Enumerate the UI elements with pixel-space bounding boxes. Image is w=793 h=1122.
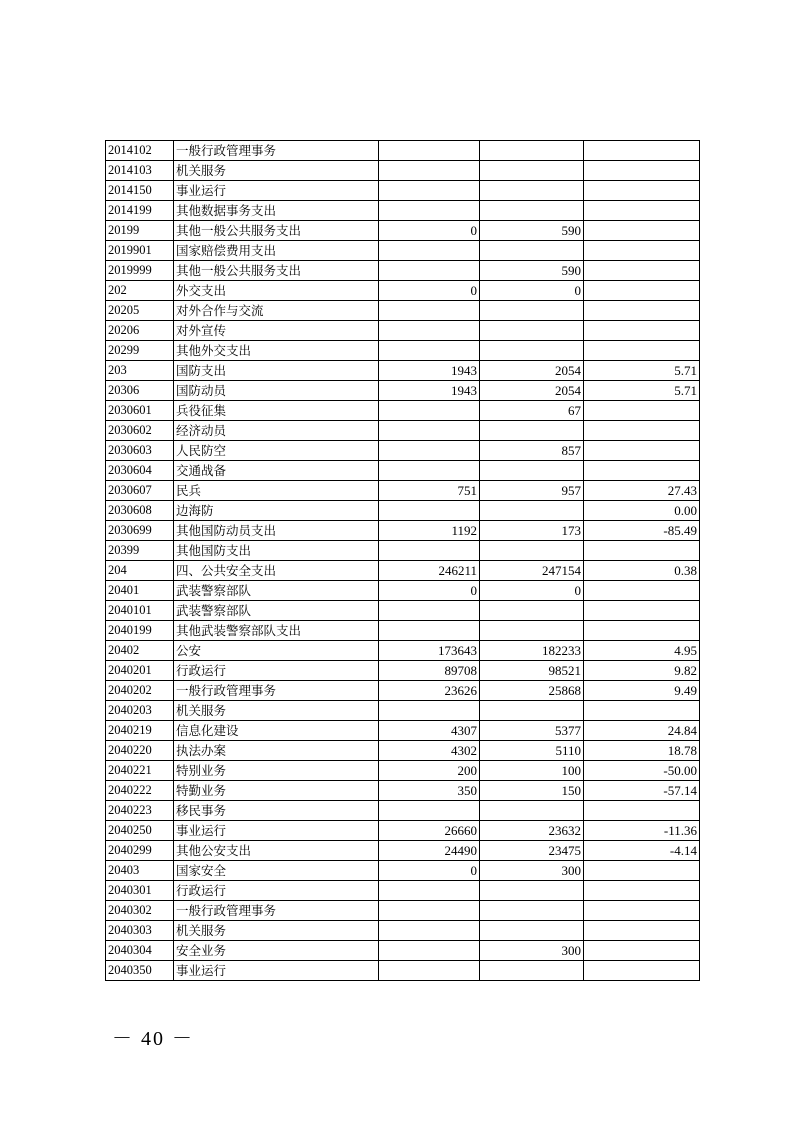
table-row bbox=[106, 161, 700, 181]
table-row bbox=[106, 281, 700, 301]
row-value-cell-1 bbox=[379, 301, 480, 321]
row-name-cell: 移民事务 bbox=[174, 801, 379, 821]
row-value-cell-3 bbox=[584, 201, 700, 221]
row-value-cell-2 bbox=[480, 161, 584, 181]
table-row bbox=[106, 801, 700, 821]
row-value-cell-1: 4302 bbox=[379, 741, 480, 761]
row-value-cell-1 bbox=[379, 601, 480, 621]
row-code-cell: 2040302 bbox=[106, 901, 174, 921]
row-code-cell: 2040301 bbox=[106, 881, 174, 901]
table-row bbox=[106, 421, 700, 441]
row-name-cell: 经济动员 bbox=[174, 421, 379, 441]
table-row bbox=[106, 601, 700, 621]
row-code-cell: 20205 bbox=[106, 301, 174, 321]
row-name-cell: 其他外交支出 bbox=[174, 341, 379, 361]
table-row bbox=[106, 341, 700, 361]
row-value-cell-2 bbox=[480, 921, 584, 941]
row-name-cell: 一般行政管理事务 bbox=[174, 141, 379, 161]
row-value-cell-2 bbox=[480, 461, 584, 481]
row-name-cell: 事业运行 bbox=[174, 961, 379, 981]
row-value-cell-3 bbox=[584, 541, 700, 561]
row-code-cell: 2019999 bbox=[106, 261, 174, 281]
row-value-cell-3 bbox=[584, 301, 700, 321]
table-row bbox=[106, 921, 700, 941]
row-name-cell: 事业运行 bbox=[174, 181, 379, 201]
row-value-cell-3: 18.78 bbox=[584, 741, 700, 761]
row-value-cell-3 bbox=[584, 701, 700, 721]
row-code-cell: 20199 bbox=[106, 221, 174, 241]
row-value-cell-1 bbox=[379, 941, 480, 961]
row-name-cell: 其他一般公共服务支出 bbox=[174, 221, 379, 241]
row-name-cell: 机关服务 bbox=[174, 701, 379, 721]
table-row bbox=[106, 841, 700, 861]
row-value-cell-2: 5377 bbox=[480, 721, 584, 741]
table-row bbox=[106, 301, 700, 321]
row-value-cell-3: 0.38 bbox=[584, 561, 700, 581]
row-name-cell: 兵役征集 bbox=[174, 401, 379, 421]
row-value-cell-3 bbox=[584, 441, 700, 461]
table-row bbox=[106, 901, 700, 921]
row-value-cell-2: 98521 bbox=[480, 661, 584, 681]
row-code-cell: 2040223 bbox=[106, 801, 174, 821]
row-value-cell-1 bbox=[379, 441, 480, 461]
row-value-cell-1 bbox=[379, 801, 480, 821]
row-name-cell: 其他国防动员支出 bbox=[174, 521, 379, 541]
row-value-cell-2 bbox=[480, 901, 584, 921]
row-value-cell-3 bbox=[584, 341, 700, 361]
table-row bbox=[106, 461, 700, 481]
row-value-cell-1: 26660 bbox=[379, 821, 480, 841]
row-value-cell-3 bbox=[584, 461, 700, 481]
row-value-cell-3: -11.36 bbox=[584, 821, 700, 841]
row-value-cell-2: 300 bbox=[480, 861, 584, 881]
row-name-cell: 外交支出 bbox=[174, 281, 379, 301]
row-value-cell-3 bbox=[584, 881, 700, 901]
row-value-cell-1: 23626 bbox=[379, 681, 480, 701]
row-value-cell-3 bbox=[584, 901, 700, 921]
row-value-cell-2 bbox=[480, 321, 584, 341]
row-code-cell: 2040219 bbox=[106, 721, 174, 741]
row-value-cell-1 bbox=[379, 261, 480, 281]
table-row bbox=[106, 241, 700, 261]
row-value-cell-2 bbox=[480, 181, 584, 201]
table-row bbox=[106, 941, 700, 961]
row-value-cell-1: 1192 bbox=[379, 521, 480, 541]
row-name-cell: 武装警察部队 bbox=[174, 581, 379, 601]
row-value-cell-2: 182233 bbox=[480, 641, 584, 661]
row-value-cell-1 bbox=[379, 421, 480, 441]
row-value-cell-2: 0 bbox=[480, 581, 584, 601]
row-value-cell-1: 0 bbox=[379, 861, 480, 881]
row-code-cell: 2040222 bbox=[106, 781, 174, 801]
row-code-cell: 20306 bbox=[106, 381, 174, 401]
row-value-cell-3 bbox=[584, 801, 700, 821]
row-code-cell: 2040220 bbox=[106, 741, 174, 761]
row-value-cell-2 bbox=[480, 621, 584, 641]
row-value-cell-2: 957 bbox=[480, 481, 584, 501]
row-value-cell-1: 751 bbox=[379, 481, 480, 501]
table-row bbox=[106, 201, 700, 221]
row-value-cell-1 bbox=[379, 401, 480, 421]
row-value-cell-1 bbox=[379, 541, 480, 561]
row-code-cell: 2014103 bbox=[106, 161, 174, 181]
row-value-cell-2 bbox=[480, 701, 584, 721]
row-code-cell: 2040202 bbox=[106, 681, 174, 701]
table-row bbox=[106, 821, 700, 841]
table-row bbox=[106, 361, 700, 381]
row-value-cell-1 bbox=[379, 501, 480, 521]
budget-table bbox=[105, 140, 700, 981]
row-code-cell: 2040101 bbox=[106, 601, 174, 621]
table-row bbox=[106, 181, 700, 201]
row-code-cell: 2030607 bbox=[106, 481, 174, 501]
table-row bbox=[106, 581, 700, 601]
table-row bbox=[106, 621, 700, 641]
row-code-cell: 2030602 bbox=[106, 421, 174, 441]
row-name-cell: 其他公安支出 bbox=[174, 841, 379, 861]
row-code-cell: 2030603 bbox=[106, 441, 174, 461]
row-value-cell-2: 67 bbox=[480, 401, 584, 421]
row-name-cell: 对外宣传 bbox=[174, 321, 379, 341]
row-name-cell: 四、公共安全支出 bbox=[174, 561, 379, 581]
row-value-cell-2: 150 bbox=[480, 781, 584, 801]
row-value-cell-2 bbox=[480, 881, 584, 901]
row-value-cell-3 bbox=[584, 421, 700, 441]
row-name-cell: 安全业务 bbox=[174, 941, 379, 961]
row-value-cell-3: -50.00 bbox=[584, 761, 700, 781]
row-name-cell: 国家赔偿费用支出 bbox=[174, 241, 379, 261]
row-name-cell: 其他数据事务支出 bbox=[174, 201, 379, 221]
row-value-cell-1 bbox=[379, 321, 480, 341]
row-value-cell-2 bbox=[480, 541, 584, 561]
row-code-cell: 20399 bbox=[106, 541, 174, 561]
row-code-cell: 20206 bbox=[106, 321, 174, 341]
row-value-cell-1: 246211 bbox=[379, 561, 480, 581]
page-number: － 40 － bbox=[112, 1028, 194, 1050]
row-name-cell: 一般行政管理事务 bbox=[174, 901, 379, 921]
row-value-cell-2 bbox=[480, 141, 584, 161]
row-value-cell-3 bbox=[584, 281, 700, 301]
row-code-cell: 2030699 bbox=[106, 521, 174, 541]
row-code-cell: 2040350 bbox=[106, 961, 174, 981]
row-value-cell-2: 590 bbox=[480, 221, 584, 241]
row-value-cell-3: 0.00 bbox=[584, 501, 700, 521]
row-code-cell: 2014150 bbox=[106, 181, 174, 201]
row-value-cell-3 bbox=[584, 241, 700, 261]
row-value-cell-2 bbox=[480, 201, 584, 221]
row-value-cell-1: 0 bbox=[379, 221, 480, 241]
row-value-cell-2: 173 bbox=[480, 521, 584, 541]
row-value-cell-1: 200 bbox=[379, 761, 480, 781]
row-value-cell-2 bbox=[480, 241, 584, 261]
row-name-cell: 一般行政管理事务 bbox=[174, 681, 379, 701]
row-value-cell-2: 590 bbox=[480, 261, 584, 281]
row-value-cell-2: 2054 bbox=[480, 361, 584, 381]
row-value-cell-1: 350 bbox=[379, 781, 480, 801]
row-value-cell-3 bbox=[584, 141, 700, 161]
table-row bbox=[106, 441, 700, 461]
row-value-cell-2: 857 bbox=[480, 441, 584, 461]
table-row bbox=[106, 381, 700, 401]
row-name-cell: 国防支出 bbox=[174, 361, 379, 381]
row-name-cell: 事业运行 bbox=[174, 821, 379, 841]
row-code-cell: 202 bbox=[106, 281, 174, 301]
row-value-cell-2: 23475 bbox=[480, 841, 584, 861]
table-row bbox=[106, 661, 700, 681]
row-code-cell: 2030604 bbox=[106, 461, 174, 481]
table-row bbox=[106, 481, 700, 501]
row-value-cell-3 bbox=[584, 581, 700, 601]
row-value-cell-1: 24490 bbox=[379, 841, 480, 861]
row-code-cell: 2040203 bbox=[106, 701, 174, 721]
row-value-cell-3: 24.84 bbox=[584, 721, 700, 741]
row-value-cell-3: 9.82 bbox=[584, 661, 700, 681]
row-value-cell-3: 4.95 bbox=[584, 641, 700, 661]
row-code-cell: 20403 bbox=[106, 861, 174, 881]
row-code-cell: 2040221 bbox=[106, 761, 174, 781]
row-value-cell-3: -4.14 bbox=[584, 841, 700, 861]
row-value-cell-1 bbox=[379, 921, 480, 941]
row-value-cell-1: 4307 bbox=[379, 721, 480, 741]
row-value-cell-2: 23632 bbox=[480, 821, 584, 841]
table-body bbox=[106, 141, 700, 981]
row-value-cell-1: 1943 bbox=[379, 381, 480, 401]
row-value-cell-3 bbox=[584, 261, 700, 281]
row-value-cell-1: 1943 bbox=[379, 361, 480, 381]
row-name-cell: 边海防 bbox=[174, 501, 379, 521]
table-row bbox=[106, 641, 700, 661]
table-row bbox=[106, 501, 700, 521]
row-value-cell-1 bbox=[379, 181, 480, 201]
row-name-cell: 机关服务 bbox=[174, 921, 379, 941]
table-row bbox=[106, 521, 700, 541]
row-name-cell: 其他国防支出 bbox=[174, 541, 379, 561]
row-name-cell: 武装警察部队 bbox=[174, 601, 379, 621]
row-value-cell-3: 5.71 bbox=[584, 381, 700, 401]
row-value-cell-2 bbox=[480, 601, 584, 621]
table-row bbox=[106, 721, 700, 741]
table-row bbox=[106, 761, 700, 781]
row-value-cell-1 bbox=[379, 881, 480, 901]
table-row bbox=[106, 141, 700, 161]
row-code-cell: 2030608 bbox=[106, 501, 174, 521]
row-value-cell-2: 0 bbox=[480, 281, 584, 301]
row-value-cell-1 bbox=[379, 241, 480, 261]
row-name-cell: 交通战备 bbox=[174, 461, 379, 481]
row-value-cell-2: 5110 bbox=[480, 741, 584, 761]
row-code-cell: 20401 bbox=[106, 581, 174, 601]
row-name-cell: 执法办案 bbox=[174, 741, 379, 761]
row-value-cell-1 bbox=[379, 161, 480, 181]
row-value-cell-2 bbox=[480, 961, 584, 981]
row-code-cell: 2019901 bbox=[106, 241, 174, 261]
row-code-cell: 2040201 bbox=[106, 661, 174, 681]
row-value-cell-1: 0 bbox=[379, 581, 480, 601]
row-value-cell-3 bbox=[584, 861, 700, 881]
row-value-cell-1 bbox=[379, 461, 480, 481]
row-value-cell-1 bbox=[379, 621, 480, 641]
table-row bbox=[106, 401, 700, 421]
row-value-cell-3 bbox=[584, 601, 700, 621]
row-name-cell: 国家安全 bbox=[174, 861, 379, 881]
row-value-cell-1 bbox=[379, 341, 480, 361]
row-value-cell-2: 25868 bbox=[480, 681, 584, 701]
row-value-cell-3 bbox=[584, 401, 700, 421]
table-row bbox=[106, 961, 700, 981]
row-code-cell: 2040303 bbox=[106, 921, 174, 941]
table-row bbox=[106, 541, 700, 561]
row-value-cell-2 bbox=[480, 801, 584, 821]
row-value-cell-3: 5.71 bbox=[584, 361, 700, 381]
row-name-cell: 对外合作与交流 bbox=[174, 301, 379, 321]
row-code-cell: 204 bbox=[106, 561, 174, 581]
row-value-cell-3 bbox=[584, 921, 700, 941]
row-name-cell: 信息化建设 bbox=[174, 721, 379, 741]
row-code-cell: 203 bbox=[106, 361, 174, 381]
row-value-cell-3 bbox=[584, 221, 700, 241]
table-row bbox=[106, 781, 700, 801]
row-value-cell-3 bbox=[584, 321, 700, 341]
row-name-cell: 其他武装警察部队支出 bbox=[174, 621, 379, 641]
row-value-cell-1: 173643 bbox=[379, 641, 480, 661]
table-row bbox=[106, 741, 700, 761]
row-name-cell: 其他一般公共服务支出 bbox=[174, 261, 379, 281]
row-value-cell-3: -57.14 bbox=[584, 781, 700, 801]
row-name-cell: 机关服务 bbox=[174, 161, 379, 181]
row-value-cell-1 bbox=[379, 701, 480, 721]
row-value-cell-1: 0 bbox=[379, 281, 480, 301]
row-value-cell-3: 9.49 bbox=[584, 681, 700, 701]
row-value-cell-3 bbox=[584, 181, 700, 201]
row-value-cell-2: 100 bbox=[480, 761, 584, 781]
row-name-cell: 民兵 bbox=[174, 481, 379, 501]
row-value-cell-2 bbox=[480, 301, 584, 321]
table-row bbox=[106, 861, 700, 881]
table-row bbox=[106, 701, 700, 721]
row-code-cell: 2014199 bbox=[106, 201, 174, 221]
row-value-cell-3: 27.43 bbox=[584, 481, 700, 501]
row-name-cell: 行政运行 bbox=[174, 881, 379, 901]
row-value-cell-3 bbox=[584, 161, 700, 181]
row-value-cell-2 bbox=[480, 421, 584, 441]
row-value-cell-2 bbox=[480, 501, 584, 521]
row-code-cell: 20402 bbox=[106, 641, 174, 661]
row-code-cell: 2014102 bbox=[106, 141, 174, 161]
row-value-cell-1 bbox=[379, 201, 480, 221]
row-code-cell: 2040199 bbox=[106, 621, 174, 641]
row-value-cell-2: 247154 bbox=[480, 561, 584, 581]
table-row bbox=[106, 561, 700, 581]
row-value-cell-2: 300 bbox=[480, 941, 584, 961]
row-name-cell: 人民防空 bbox=[174, 441, 379, 461]
row-value-cell-1 bbox=[379, 901, 480, 921]
row-code-cell: 2040250 bbox=[106, 821, 174, 841]
row-name-cell: 公安 bbox=[174, 641, 379, 661]
row-value-cell-1 bbox=[379, 961, 480, 981]
row-value-cell-3 bbox=[584, 961, 700, 981]
row-value-cell-3 bbox=[584, 941, 700, 961]
table-row bbox=[106, 881, 700, 901]
row-code-cell: 2040304 bbox=[106, 941, 174, 961]
row-code-cell: 2030601 bbox=[106, 401, 174, 421]
row-name-cell: 国防动员 bbox=[174, 381, 379, 401]
row-name-cell: 行政运行 bbox=[174, 661, 379, 681]
row-value-cell-2: 2054 bbox=[480, 381, 584, 401]
table-row bbox=[106, 321, 700, 341]
row-value-cell-3 bbox=[584, 621, 700, 641]
table-row bbox=[106, 681, 700, 701]
row-value-cell-1 bbox=[379, 141, 480, 161]
row-value-cell-3: -85.49 bbox=[584, 521, 700, 541]
row-name-cell: 特勤业务 bbox=[174, 781, 379, 801]
row-code-cell: 20299 bbox=[106, 341, 174, 361]
table-row bbox=[106, 261, 700, 281]
row-value-cell-1: 89708 bbox=[379, 661, 480, 681]
row-value-cell-2 bbox=[480, 341, 584, 361]
table-row bbox=[106, 221, 700, 241]
row-name-cell: 特别业务 bbox=[174, 761, 379, 781]
row-code-cell: 2040299 bbox=[106, 841, 174, 861]
